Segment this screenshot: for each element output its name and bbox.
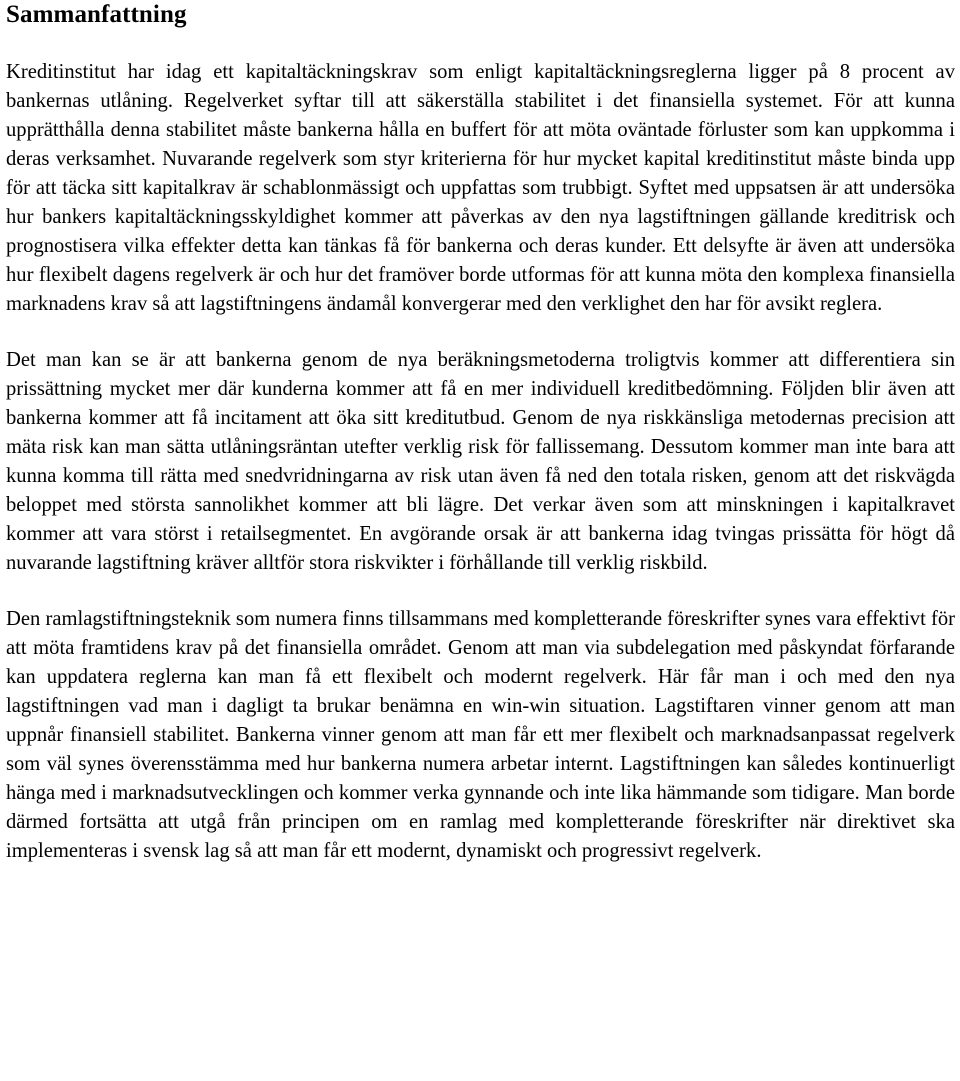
paragraph-1: Kreditinstitut har idag ett kapitaltäckningskrav som enligt kapitaltäckningsreglerna ligger på 8 procent av bankernas utlåning. Regelverket syftar till att säkerställa stabilitet i det finansiella systemet. För att kunna upprätthålla denna stabilitet måste bankerna hålla en buffert för att möta oväntade förluster som kan uppkomma i deras verksamhet. Nuvarande regelverk som styr kriterierna för hur mycket kapital kreditinstitut måste binda upp för att täcka sitt kapitalkrav är schablonmässigt och uppfattas som trubbigt. Syftet med uppsatsen är att undersöka hur bankers kapitaltäckningsskyldighet kommer att påverkas av den nya lagstiftningen gällande kreditrisk och prognostisera vilka effekter detta kan tänkas få för bankerna och deras kunder. Ett delsyfte är även att undersöka hur flexibelt dagens regelverk är och hur det framöver borde utformas för att kunna möta den komplexa finansiella marknadens krav så att lagstiftningens ändamål konvergerar med den verklighet den har för avsikt reglera.	[6, 61, 955, 315]
paragraph-2: Det man kan se är att bankerna genom de nya beräkningsmetoderna troligtvis kommer att differentiera sin prissättning mycket mer där kunderna kommer att få en mer individuell kreditbedömning. Följden blir även att bankerna kommer att få incitament att öka sitt kreditutbud. Genom de nya riskkänsliga metodernas precision att mäta risk kan man sätta utlåningsräntan utefter verklig risk för fallissemang. Dessutom kommer man inte bara att kunna komma till rätta med snedvridningarna av risk utan även få ned den totala risken, genom att det riskvägda beloppet med största sannolikhet kommer att bli lägre. Det verkar även som att minskningen i kapitalkravet kommer att vara störst i retailsegmentet. En avgörande orsak är att bankerna idag tvingas prissätta för högt då nuvarande lagstiftning kräver alltför stora riskvikter i förhållande till verklig riskbild.	[6, 349, 955, 574]
section-heading: Sammanfattning	[6, 1, 187, 28]
paragraph-3: Den ramlagstiftningsteknik som numera finns tillsammans med kompletterande föreskrifter synes vara effektivt för att möta framtidens krav på det finansiella området. Genom att man via subdelegation med påskyndat förfarande kan uppdatera reglerna kan man få ett flexibelt och modernt regelverk. Här får man i och med den nya lagstiftningen vad man i dagligt ta brukar benämna en win-win situation. Lagstiftaren vinner genom att man uppnår finansiell stabilitet. Bankerna vinner genom att man får ett mer flexibelt och marknadsanpassat regelverk som väl synes överensstämma med hur bankerna numera arbetar internt. Lagstiftningen kan således kontinuerligt hänga med i marknadsutvecklingen och kommer verka gynnande och inte lika hämmande som tidigare. Man borde därmed fortsätta att utgå från principen om en ramlag med kompletterande föreskrifter när direktivet ska implementeras i svensk lag så att man får ett modernt, dynamiskt och progressivt regelverk.	[6, 608, 955, 862]
